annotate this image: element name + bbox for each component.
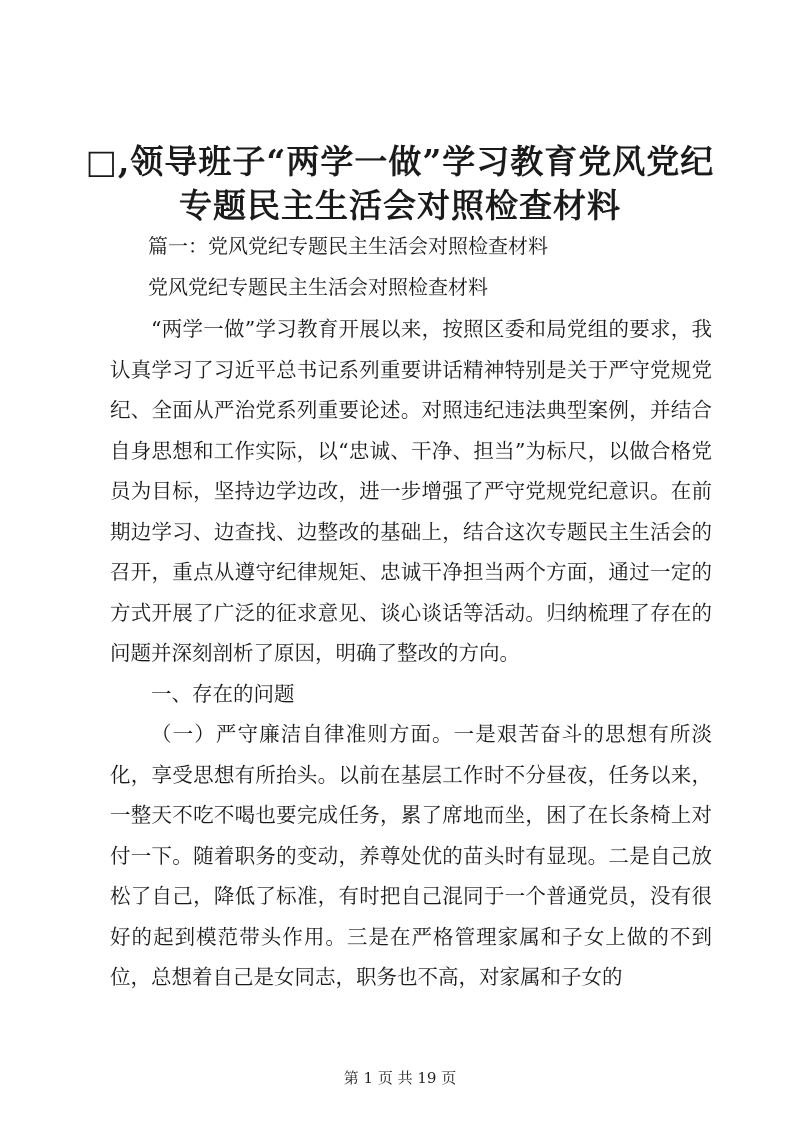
document-title-line-1: □,领导班子“两学一做”学习教育党风党纪 (85, 142, 715, 181)
document-subtitle: 篇一：党风党纪专题民主生活会对照检查材料 (148, 234, 548, 258)
document-body (110, 309, 712, 998)
section-heading: 党风党纪专题民主生活会对照检查材料 (148, 275, 488, 299)
section-heading-problems: 一、存在的问题 (151, 681, 295, 706)
body-paragraph-discipline: （一）严守廉洁自律准则方面。一是艰苦奋斗的思想有所淡化，享受思想有所抬头。以前在基层工作时不分昼夜，任务以来，一整天不吃不喝也要完成任务，累了席地而坐，困了在长条椅上对付一下。随着职务的变动，养尊处优的苗头时有显现。二是自己放松了自己，降低了标准，有时把自己混同于一个普通党员，没有很好的起到模范带头作用。三是在严格管理家属和子女上做的不到位，总想着自己是女同志，职务也不高，对家属和子女的 (110, 722, 712, 989)
document-title-line-2: 专题民主生活会对照检查材料 (179, 186, 621, 225)
page-number-footer: 第 1 页 共 19 页 (343, 1069, 457, 1087)
body-paragraph-intro: “两学一做”学习教育开展以来，按照区委和局党组的要求，我认真学习了习近平总书记系列重要讲话精神特别是关于严守党规党纪、全面从严治党系列重要论述。对照违纪违法典型案例，并结合自身思想和工作实际，以“忠诚、干净、担当”为标尺，以做合格党员为目标，坚持边学边改，进一步增强了严守党规党纪意识。在前期边学习、边查找、边整改的基础上，结合这次专题民主生活会的召开，重点从遵守纪律规矩、忠诚干净担当两个方面，通过一定的方式开展了广泛的征求意见、谈心谈话等活动。归纳梳理了存在的问题并深刻剖析了原因，明确了整改的方向。 (110, 317, 712, 665)
